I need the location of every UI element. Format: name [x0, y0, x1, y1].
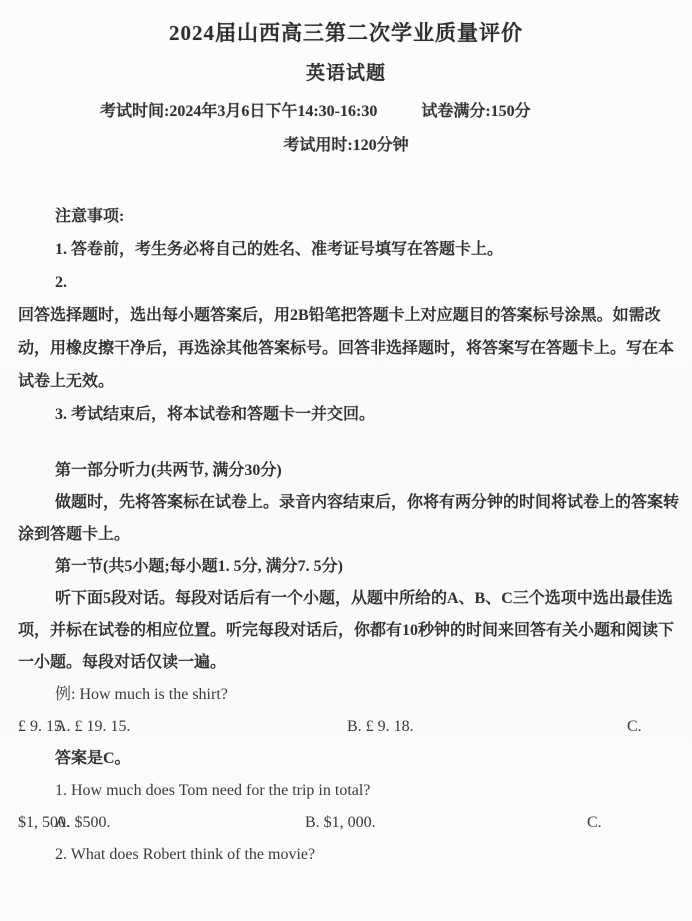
notice-item-1: 1. 答卷前，考生务必将自己的姓名、准考证号填写在答题卡上。 [55, 241, 504, 258]
notice-heading: 注意事项: [55, 208, 125, 225]
full-score: 试卷满分:150分 [421, 103, 531, 120]
example-option-b: B. £ 9. 18. [347, 718, 414, 735]
question-1: 1. How much does Tom need for the trip in total? [55, 782, 371, 799]
notice-item-3: 3. 考试结束后，将本试卷和答题卡一并交回。 [55, 406, 376, 423]
exam-duration: 考试用时:120分钟 [283, 137, 409, 154]
exam-time: 考试时间:2024年3月6日下午14:30-16:30 [100, 103, 378, 120]
exam-subtitle: 英语试题 [305, 63, 386, 84]
example-option-a: A. £ 19. 15. [55, 718, 131, 735]
question-1-option-c: C. [587, 814, 602, 831]
example-answer: 答案是C。 [55, 750, 131, 767]
example-option-c: C. [627, 718, 642, 735]
section1-instruction-line-3: 一小题。每段对话仅读一遍。 [18, 654, 227, 671]
part1-intro-line-2: 涂到答题卡上。 [18, 526, 131, 543]
notice-item-2-line-3: 试卷上无效。 [18, 373, 115, 390]
part1-heading: 第一部分听力(共两节, 满分30分) [55, 462, 282, 479]
question-2: 2. What does Robert think of the movie? [55, 846, 316, 863]
notice-item-2-number: 2. [55, 274, 67, 291]
notice-item-2-line-2: 动，用橡皮擦干净后，再选涂其他答案标号。回答非选择题时，将答案写在答题卡上。写在本 [18, 340, 675, 357]
exam-meta-row [0, 100, 692, 124]
question-1-option-b: B. $1, 000. [305, 814, 376, 831]
question-1-option-c-continuation: $1, 500. [18, 814, 70, 831]
question-1-option-a: A. $500. [55, 814, 111, 831]
section1-instruction-line-2: 项，并标在试卷的相应位置。听完每段对话后，你都有10秒钟的时间来回答有关小题和阅读下 [18, 622, 675, 639]
notice-item-2-line-1: 回答选择题时，选出每小题答案后，用2B铅笔把答题卡上对应题目的答案标号涂黑。如需改 [18, 307, 661, 324]
example-question: 例: How much is the shirt? [55, 686, 228, 703]
part1-intro-line-1: 做题时，先将答案标在试卷上。录音内容结束后，你将有两分钟的时间将试卷上的答案转 [55, 494, 680, 511]
page-title: 2024届山西高三第二次学业质量评价 [169, 21, 523, 45]
section1-instruction-line-1: 听下面5段对话。每段对话后有一个小题，从题中所给的A、B、C三个选项中选出最佳选 [55, 590, 673, 607]
section1-heading: 第一节(共5小题;每小题1. 5分, 满分7. 5分) [55, 558, 343, 575]
example-option-c-continuation: £ 9. 15. [18, 718, 66, 735]
